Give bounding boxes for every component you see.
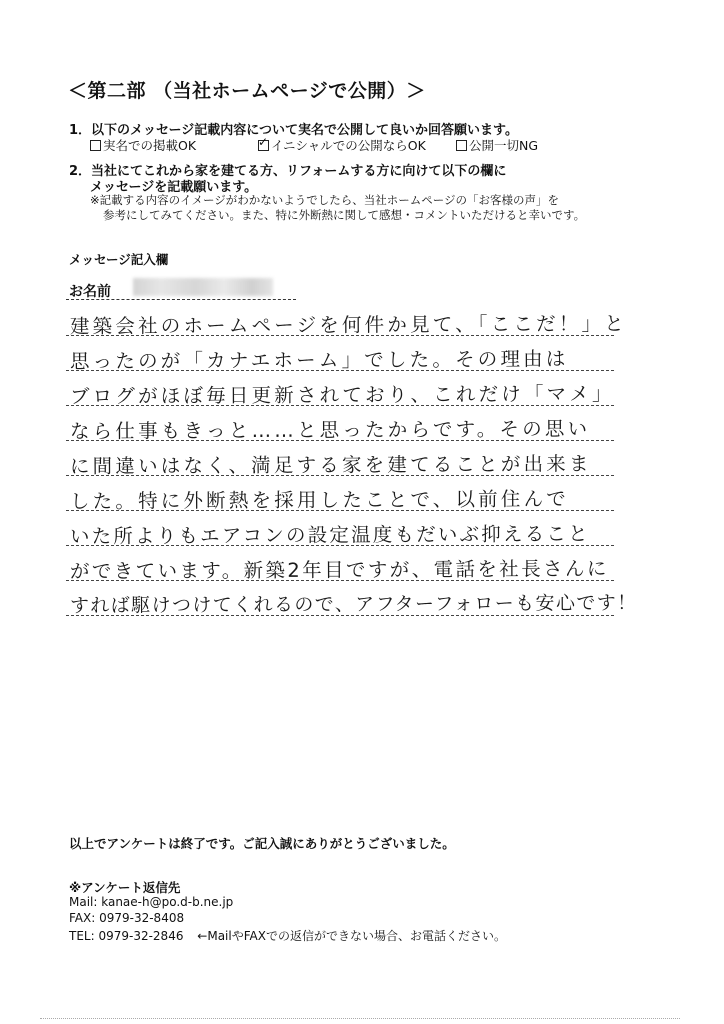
question-2-line-2: メッセージを記載願います。 [90, 180, 258, 195]
option-initials[interactable] [258, 136, 426, 154]
option-label: 実名での掲載OK [103, 138, 197, 153]
message-line-8: ができています。新築2年目ですが、電話を社長さんに [69, 557, 609, 583]
message-rule [66, 440, 614, 441]
option-no-publish[interactable] [456, 136, 538, 154]
option-label: イニシャルでの公開ならOK [271, 138, 426, 153]
contact-tel-number: TEL: 0979-32-2846 [69, 929, 184, 943]
closing-message: 以上でアンケートは終了です。ご記入誠にありがとうございました。 [69, 836, 455, 851]
message-rule [66, 405, 614, 406]
message-rule [66, 615, 614, 616]
message-rule [66, 510, 614, 511]
message-line-6: した。特に外断熱を採用したことで、以前住んで [69, 487, 570, 513]
contact-tel [69, 927, 506, 944]
contact-tel-note: ←MailやFAXでの返信ができない場合、お電話ください。 [197, 929, 506, 943]
message-rule [66, 370, 614, 371]
contact-mail[interactable]: Mail: kanae-h@po.d-b.ne.jp [69, 895, 234, 909]
message-line-5: に間違いはなく、満足する家を建てることが出来ま [69, 452, 592, 478]
question-2-note-2: 参考にしてみてください。また、特に外断熱に関して感想・コメントいただけると幸いです。 [103, 208, 586, 222]
name-underline [66, 299, 296, 300]
message-line-9: すれば駆けつけてくれるので、アフターフォローも安心です！ [69, 592, 638, 617]
name-label: お名前 [69, 284, 111, 300]
message-line-2: 思ったのが「カナエホーム」でした。その理由は [69, 347, 569, 373]
message-line-3: ブログがほぼ毎日更新されており、これだけ「マメ」 [69, 382, 615, 408]
message-section-label: メッセージ記入欄 [69, 252, 169, 267]
page-title: ＜第二部 （当社ホームページで公開）＞ [68, 80, 426, 102]
message-rule [66, 335, 614, 336]
option-label: 公開一切NG [469, 138, 539, 153]
checked-checkbox-icon[interactable] [258, 140, 269, 151]
bottom-edge-marks [40, 1018, 680, 1019]
checkbox-icon[interactable] [90, 140, 101, 151]
message-line-7: いた所よりもエアコンの設定温度もだいぶ抑えること [69, 522, 590, 548]
option-real-name[interactable] [90, 136, 196, 154]
question-1: 1．以下のメッセージ記載内容について実名で公開して良いか回答願います。 [69, 123, 518, 138]
checkbox-icon[interactable] [456, 140, 467, 151]
message-rule [66, 545, 614, 546]
message-line-1: 建築会社のホームページを何件か見て、「ここだ！」と [69, 312, 627, 338]
message-line-4: なら仕事もきっと……と思ったからです。その思い [69, 417, 591, 443]
contact-heading: ※アンケート返信先 [69, 880, 181, 895]
contact-fax: FAX: 0979-32-8408 [69, 911, 185, 925]
message-rule [66, 475, 614, 476]
question-2-note-1: ※記載する内容のイメージがわかないようでしたら、当社ホームページの「お客様の声」を [90, 193, 560, 207]
message-rule [66, 580, 614, 581]
question-2-line-1: 2．当社にてこれから家を建てる方、リフォームする方に向けて以下の欄に [69, 164, 507, 179]
redacted-name [133, 278, 273, 296]
